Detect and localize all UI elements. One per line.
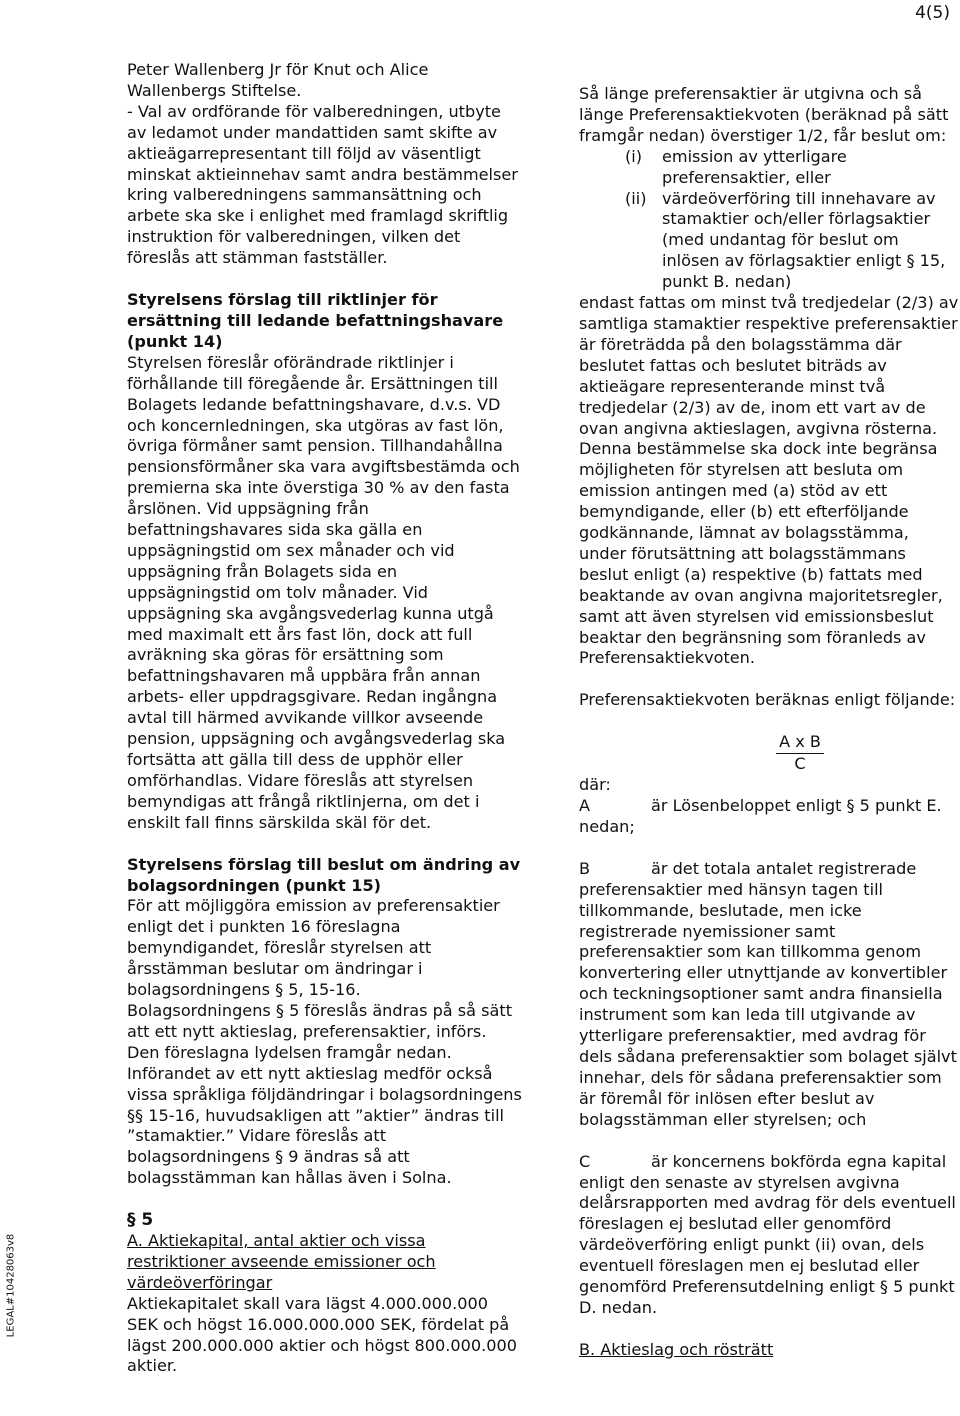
paragraph: Bolagsordningens § 5 föreslås ändras på så sätt att ett nytt aktieslag, preferensaktier, införs. Den föreslagna lydelsen framgår nedan. Införandet av ett nytt aktieslag medför också vissa språkliga följdändringar i bolagsordningens §§ 15-16, huvudsakligen att ”aktier” ändras till ”stamaktier.” Vidare föreslås att bolagsordningens § 9 ändras så att bolagsstämman kan hållas även i Solna.	[127, 1000, 522, 1188]
definition-text: är Lösenbeloppet enligt § 5 punkt E. nedan;	[579, 796, 942, 836]
definition-key: B	[579, 858, 591, 878]
list-item-text: värdeöverföring till innehavare av stamaktier och/eller förlagsaktier (med undantag för beslut om inlösen av förlagsaktier enligt § 15, punkt B. nedan)	[662, 188, 946, 292]
left-column	[127, 60, 522, 1377]
definition-b	[579, 859, 959, 1131]
formula-numerator: A x B	[776, 732, 824, 754]
list-marker: (ii)	[625, 188, 647, 208]
definition-c	[579, 1152, 959, 1319]
list-marker: (i)	[625, 146, 643, 166]
paragraph: Aktiekapitalet skall vara lägst 4.000.000.000 SEK och högst 16.000.000.000 SEK, fördelat på lägst 200.000.000 aktier och högst 800.000.000 aktier.	[127, 1293, 517, 1376]
subheading: B. Aktieslag och rösträtt	[579, 1339, 774, 1359]
paragraph: endast fattas om minst två tredjedelar (2/3) av samtliga stamaktier respektive preferensaktier är företrädda på den bolagsstämma där beslutet fattas och beslutet biträds av aktieägare representerande minst två tredjedelar (2/3) av de, inom ett vart av de ovan angivna aktieslagen, avgivna rösterna. Denna bestämmelse ska dock inte begränsa möjligheten för styrelsen att besluta om emission antingen med (a) stöd av ett bemyndigande, eller (b) ett efterföljande godkännande, lämnat av bolagsstämma, under förutsättning att bolagsstämmans beslut enligt (a) respektive (b) fattats med beaktande av ovan angivna majoritetsregler, samt att även styrelsen vid emissionsbeslut beaktar den begränsning som föranleds av Preferensaktiekvoten.	[579, 293, 959, 668]
where-label: där:	[579, 775, 611, 795]
document-reference-label: LEGAL#10428063v8	[5, 1233, 17, 1338]
page-number: 4(5)	[915, 3, 950, 23]
section-number: § 5	[127, 1210, 154, 1231]
definition-key: A	[579, 796, 591, 815]
paragraph: Peter Wallenberg Jr för Knut och Alice Wallenbergs Stiftelse.	[127, 60, 429, 100]
list-item	[579, 189, 959, 294]
list-item-text: emission av ytterligare preferensaktier, eller	[662, 146, 847, 187]
formula-denominator: C	[794, 754, 806, 774]
definition-text: är det totala antalet registrerade preferensaktier med hänsyn tagen till tillkommande, beslutade, men icke registrerade nyemissioner samt preferensaktier som kan tillkomma genom konvertering eller utnyttjande av konvertibler och teckningsoptioner samt andra finansiella instrument som kan leda till utgivande av ytterligare preferensaktier, med avdrag för dels sådana preferensaktier som bolaget självt innehar, dels för sådana preferensaktier som är föremål för inlösen efter beslut av bolagsstämman eller styrelsen; och	[579, 858, 957, 1129]
paragraph: - Val av ordförande för valberedningen, utbyte av ledamot under mandattiden samt skifte av aktieägarrepresentant till följd av väsentligt minskat aktieinnehav samt andra bestämmelser kring valberedningens sammansättning och arbete ska ske i enlighet med framlagd skriftlig instruktion för valberedningen, vilken det föreslås att stämman fastställer.	[127, 101, 518, 268]
paragraph: Så länge preferensaktier är utgivna och så länge Preferensaktiekvoten (beräknad på sätt framgår nedan) överstiger 1/2, får beslut om:	[579, 84, 949, 145]
definition-text: är koncernens bokförda egna kapital enligt den senaste av styrelsen avgivna delårsrapporten med avdrag för dels eventuell föreslagen ej beslutad eller genomförd värdeöverföring enligt punkt (ii) ovan, dels eventuell föreslagen men ej beslutad eller genomförd Preferensutdelning enligt § 5 punkt D. nedan.	[579, 1151, 956, 1317]
paragraph: Preferensaktiekvoten beräknas enligt följande:	[579, 690, 956, 710]
subheading: A. Aktiekapital, antal aktier och vissa restriktioner avseende emissioner och värdeöverföringar	[127, 1231, 436, 1292]
definition-a	[579, 796, 959, 838]
paragraph: För att möjliggöra emission av preferensaktier enligt det i punkten 16 föreslagna bemyndigandet, föreslår styrelsen att årsstämman beslutar om ändringar i bolagsordningens § 5, 15-16.	[127, 896, 500, 1000]
paragraph: Styrelsen föreslår oförändrade riktlinjer i förhållande till föregående år. Ersättningen till Bolagets ledande befattningshavare, d.v.s. VD och koncernledningen, ska utgöras av fast lön, övriga förmåner samt pension. Tillhandahållna pensionsförmåner ska vara avgiftsbestämda och premierna ska inte överstiga 30 % av den fasta årslönen. Vid uppsägning från befattningshavares sida ska gälla en uppsägningstid om sex månader och vid uppsägning från Bolagets sida en uppsägningstid om tolv månader. Vid uppsägning ska avgångsvederlag kunna utgå med maximalt ett års fast lön, dock att full avräkning ska göras för ersättning som befattningshavaren må uppbära från annan arbets- eller uppdragsgivare. Redan ingångna avtal till härmed avvikande villkor avseende pension, uppsägning och avgångsvederlag ska fortsätta att gälla till dess de upphör eller omförhandlas. Vidare föreslås att styrelsen bemyndigas att frångå riktlinjerna, om det i enskilt fall finns särskilda skäl för det.	[127, 352, 520, 832]
formula	[579, 732, 959, 775]
section-heading: Styrelsens förslag till beslut om ändring av bolagsordningen (punkt 15)	[127, 854, 521, 895]
section-heading: Styrelsens förslag till riktlinjer för ersättning till ledande befattningshavare (punkt 14)	[127, 290, 504, 351]
right-column	[579, 84, 959, 1361]
list-item	[579, 147, 959, 189]
definition-key: C	[579, 1151, 591, 1171]
